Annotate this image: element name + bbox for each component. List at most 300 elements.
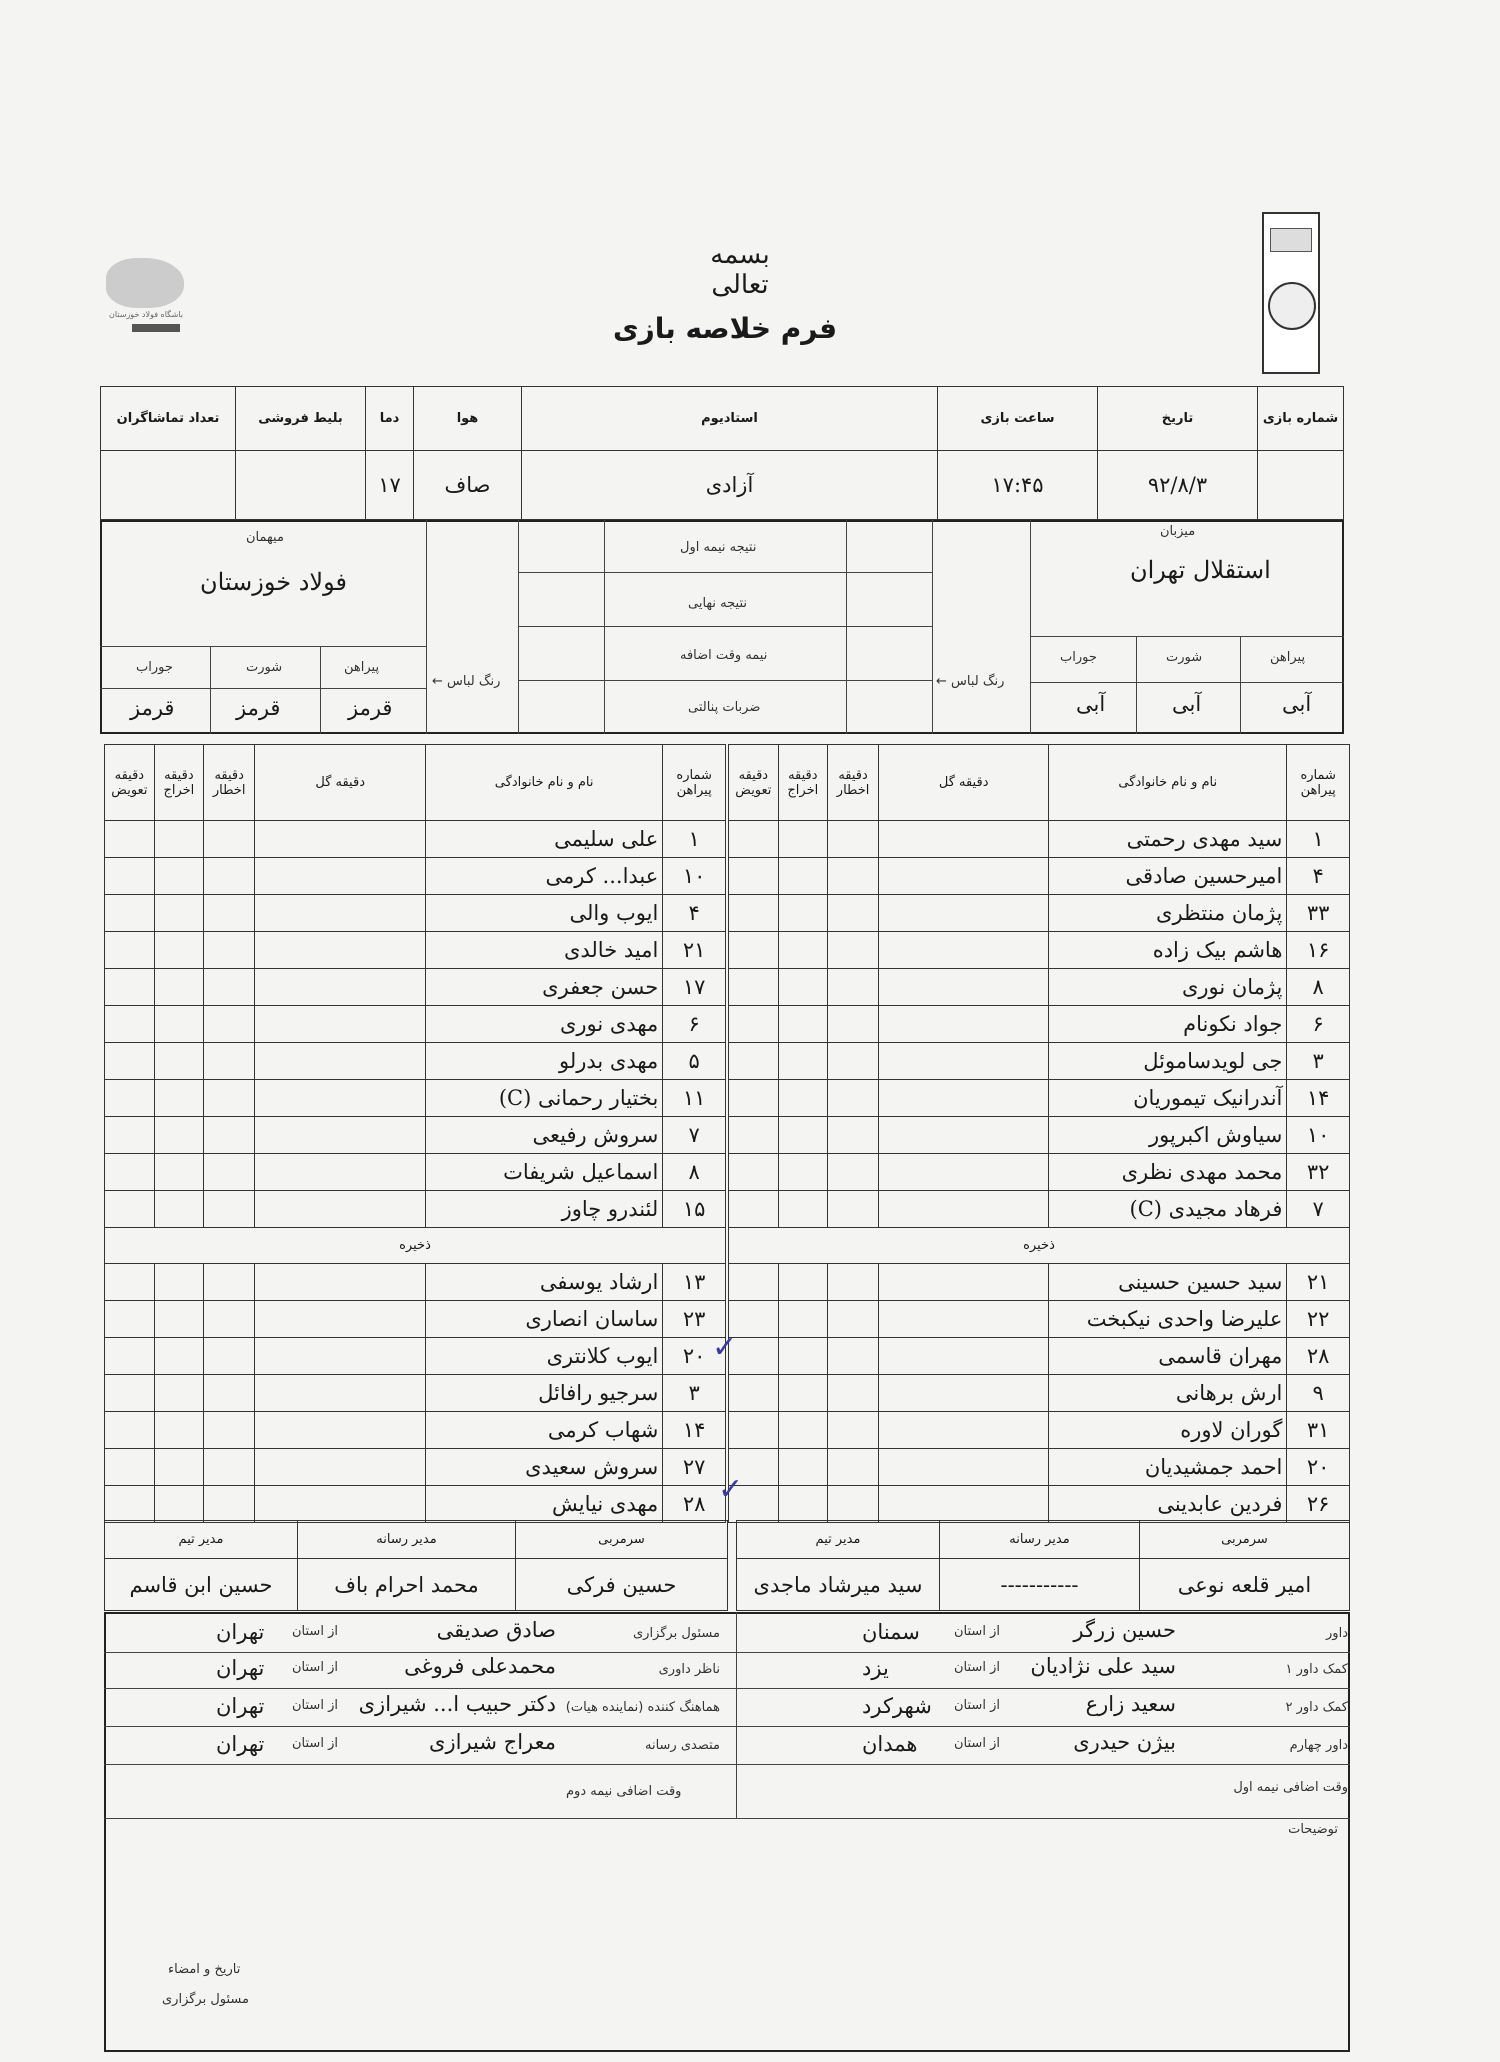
player-row bbox=[105, 932, 726, 969]
player-number: ۹ bbox=[1287, 1375, 1350, 1412]
player-row bbox=[729, 1006, 1350, 1043]
player-name: بختیار رحمانی (C) bbox=[426, 1080, 663, 1117]
warning-minute-cell bbox=[827, 1301, 878, 1338]
expulsion-minute-cell bbox=[778, 821, 827, 858]
warning-minute-cell bbox=[827, 1412, 878, 1449]
guest-kit-socks-label: جوراب bbox=[136, 660, 173, 675]
expulsion-minute-cell bbox=[154, 895, 203, 932]
goal-minute-cell bbox=[255, 1264, 426, 1301]
substitution-minute-cell bbox=[105, 1264, 155, 1301]
guest-label: میهمان bbox=[246, 530, 284, 545]
player-name: احمد جمشیدیان bbox=[1049, 1449, 1287, 1486]
goal-minute-cell bbox=[255, 895, 426, 932]
guest-kit-label: ← رنگ لباس bbox=[432, 674, 501, 689]
page-title: فرم خلاصه بازی bbox=[612, 312, 838, 345]
player-number: ۱ bbox=[663, 821, 726, 858]
official-province: تهران bbox=[216, 1694, 265, 1718]
player-number: ۲۶ bbox=[1287, 1486, 1350, 1523]
player-number: ۲۷ bbox=[663, 1449, 726, 1486]
warning-minute-cell bbox=[827, 1486, 878, 1523]
substitution-minute-cell bbox=[729, 1375, 779, 1412]
col-expulsion: دقیقه اخراج bbox=[778, 745, 827, 821]
substitution-minute-cell bbox=[729, 1117, 779, 1154]
player-name: محمد مهدی نظری bbox=[1049, 1154, 1287, 1191]
host-players-table bbox=[728, 744, 1350, 1523]
player-row bbox=[729, 1264, 1350, 1301]
warning-minute-cell bbox=[827, 858, 878, 895]
substitution-minute-cell bbox=[729, 1080, 779, 1117]
goal-minute-cell bbox=[255, 1191, 426, 1228]
player-number: ۱۴ bbox=[663, 1412, 726, 1449]
player-row bbox=[105, 858, 726, 895]
guest-team-manager-label: مدیر تیم bbox=[105, 1521, 298, 1559]
warning-minute-cell bbox=[827, 1375, 878, 1412]
warning-minute-cell bbox=[204, 858, 255, 895]
expulsion-minute-cell bbox=[778, 969, 827, 1006]
guest-head-coach-label: سرمربی bbox=[516, 1521, 728, 1559]
referee-role: کمک داور ۱ bbox=[1285, 1662, 1348, 1677]
expulsion-minute-cell bbox=[154, 1301, 203, 1338]
guest-players-table bbox=[104, 744, 726, 1523]
host-staff-table bbox=[736, 1520, 1350, 1611]
substitution-minute-cell bbox=[105, 969, 155, 1006]
host-head-coach: امیر قلعه نوعی bbox=[1140, 1559, 1350, 1611]
official-province: تهران bbox=[216, 1656, 265, 1680]
substitution-minute-cell bbox=[105, 895, 155, 932]
col-name: نام و نام خانوادگی bbox=[426, 745, 663, 821]
goal-minute-cell bbox=[879, 1338, 1049, 1375]
goal-minute-cell bbox=[255, 1154, 426, 1191]
warning-minute-cell bbox=[204, 932, 255, 969]
substitution-minute-cell bbox=[105, 1154, 155, 1191]
goal-minute-cell bbox=[255, 1043, 426, 1080]
player-row bbox=[729, 1375, 1350, 1412]
player-row bbox=[729, 1338, 1350, 1375]
player-name: مهدی نیایش bbox=[426, 1486, 663, 1523]
player-number: ۳۱ bbox=[1287, 1412, 1350, 1449]
player-row bbox=[729, 1449, 1350, 1486]
official-role: مسئول برگزاری bbox=[633, 1626, 720, 1641]
expulsion-minute-cell bbox=[778, 1449, 827, 1486]
col-expulsion: دقیقه اخراج bbox=[154, 745, 203, 821]
substitution-minute-cell bbox=[729, 1006, 779, 1043]
goal-minute-cell bbox=[255, 969, 426, 1006]
referee-name: سید علی نژادیان bbox=[1030, 1654, 1176, 1678]
official-role: متصدی رسانه bbox=[644, 1738, 720, 1753]
substitution-minute-cell bbox=[105, 821, 155, 858]
player-number: ۵ bbox=[663, 1043, 726, 1080]
official-name: معراج شیرازی bbox=[429, 1730, 556, 1754]
player-name: گوران لاوره bbox=[1049, 1412, 1287, 1449]
basmala: بسمه تعالی bbox=[710, 240, 770, 300]
guest-kit-shorts-label: شورت bbox=[246, 660, 283, 675]
player-name: مهران قاسمی bbox=[1049, 1338, 1287, 1375]
player-name: پژمان نوری bbox=[1049, 969, 1287, 1006]
warning-minute-cell bbox=[827, 1449, 878, 1486]
col-warning: دقیقه اخطار bbox=[204, 745, 255, 821]
expulsion-minute-cell bbox=[778, 1006, 827, 1043]
player-name: علیرضا واحدی نیکبخت bbox=[1049, 1301, 1287, 1338]
goal-minute-cell bbox=[879, 858, 1049, 895]
goal-minute-cell bbox=[255, 1117, 426, 1154]
player-number: ۱۶ bbox=[1287, 932, 1350, 969]
col-goal: دقیقه گل bbox=[879, 745, 1049, 821]
warning-minute-cell bbox=[827, 1264, 878, 1301]
warning-minute-cell bbox=[204, 1154, 255, 1191]
expulsion-minute-cell bbox=[154, 1006, 203, 1043]
time-value: ۱۷:۴۵ bbox=[938, 451, 1098, 520]
expulsion-minute-cell bbox=[778, 1264, 827, 1301]
expulsion-minute-cell bbox=[154, 1486, 203, 1523]
referee-province: همدان bbox=[862, 1732, 918, 1756]
player-row bbox=[105, 1117, 726, 1154]
player-name: حسن جعفری bbox=[426, 969, 663, 1006]
guest-staff-table bbox=[104, 1520, 728, 1611]
player-name: مهدی نوری bbox=[426, 1006, 663, 1043]
player-number: ۱۰ bbox=[663, 858, 726, 895]
guest-kit-shirt-label: پیراهن bbox=[344, 660, 380, 675]
label-temperature: دما bbox=[366, 387, 414, 451]
official-name: محمدعلی فروغی bbox=[404, 1654, 556, 1678]
expulsion-minute-cell bbox=[154, 932, 203, 969]
player-row bbox=[105, 1301, 726, 1338]
warning-minute-cell bbox=[204, 895, 255, 932]
player-name: آندرانیک تیموریان bbox=[1049, 1080, 1287, 1117]
player-row bbox=[729, 1154, 1350, 1191]
warning-minute-cell bbox=[204, 1412, 255, 1449]
warning-minute-cell bbox=[204, 969, 255, 1006]
club-logo: باشگاه فولاد خوزستان bbox=[102, 226, 188, 346]
player-row bbox=[729, 1191, 1350, 1228]
temperature-value: ۱۷ bbox=[366, 451, 414, 520]
substitution-minute-cell bbox=[729, 1154, 779, 1191]
expulsion-minute-cell bbox=[154, 1338, 203, 1375]
stadium-value: آزادی bbox=[522, 451, 938, 520]
result-extra-time-label: نیمه وقت اضافه bbox=[680, 648, 768, 663]
player-number: ۳۲ bbox=[1287, 1154, 1350, 1191]
host-kit-shorts-label: شورت bbox=[1166, 650, 1203, 665]
expulsion-minute-cell bbox=[154, 1191, 203, 1228]
player-name: سروش سعیدی bbox=[426, 1449, 663, 1486]
warning-minute-cell bbox=[204, 1301, 255, 1338]
label-time: ساعت بازی bbox=[938, 387, 1098, 451]
guest-kit-shirt: قرمز bbox=[348, 696, 393, 720]
warning-minute-cell bbox=[827, 821, 878, 858]
player-row bbox=[105, 1264, 726, 1301]
substitution-minute-cell bbox=[105, 1449, 155, 1486]
from-province-label: از استان bbox=[954, 1624, 1000, 1639]
expulsion-minute-cell bbox=[778, 932, 827, 969]
host-team-manager: سید میرشاد ماجدی bbox=[737, 1559, 940, 1611]
referee-province: یزد bbox=[862, 1656, 889, 1680]
reserves-label: ذخیره bbox=[729, 1228, 1350, 1264]
goal-minute-cell bbox=[879, 1264, 1049, 1301]
player-row bbox=[105, 1191, 726, 1228]
player-name: جی لویدساموئل bbox=[1049, 1043, 1287, 1080]
player-name: شهاب کرمی bbox=[426, 1412, 663, 1449]
expulsion-minute-cell bbox=[778, 1338, 827, 1375]
warning-minute-cell bbox=[204, 1375, 255, 1412]
substitution-minute-cell bbox=[729, 932, 779, 969]
goal-minute-cell bbox=[879, 1486, 1049, 1523]
expulsion-minute-cell bbox=[778, 1412, 827, 1449]
date-value: ۹۲/۸/۳ bbox=[1098, 451, 1258, 520]
match-info-table bbox=[100, 386, 1344, 520]
warning-minute-cell bbox=[204, 1264, 255, 1301]
player-number: ۲۱ bbox=[663, 932, 726, 969]
label-tickets: بلیط فروشی bbox=[236, 387, 366, 451]
player-number: ۱۰ bbox=[1287, 1117, 1350, 1154]
player-row bbox=[105, 1006, 726, 1043]
referee-name: حسین زرگر bbox=[1073, 1618, 1176, 1642]
col-substitution: دقیقه تعویض bbox=[729, 745, 779, 821]
player-name: اسماعیل شریفات bbox=[426, 1154, 663, 1191]
player-number: ۲۸ bbox=[663, 1486, 726, 1523]
host-media-manager-label: مدیر رسانه bbox=[940, 1521, 1140, 1559]
substitution-minute-cell bbox=[105, 858, 155, 895]
player-name: سرجیو رافائل bbox=[426, 1375, 663, 1412]
warning-minute-cell bbox=[204, 1043, 255, 1080]
player-row bbox=[729, 1412, 1350, 1449]
football-federation-logo bbox=[1262, 212, 1320, 374]
spectators-value bbox=[101, 451, 236, 520]
guest-kit-shorts: قرمز bbox=[236, 696, 281, 720]
substitution-minute-cell bbox=[729, 969, 779, 1006]
check-mark-icon: ✓ bbox=[718, 1472, 744, 1507]
host-kit-shorts: آبی bbox=[1172, 692, 1202, 716]
substitution-minute-cell bbox=[729, 1191, 779, 1228]
player-row bbox=[105, 1154, 726, 1191]
official-name: دکتر حبیب ا... شیرازی bbox=[358, 1692, 556, 1716]
substitution-minute-cell bbox=[105, 1043, 155, 1080]
label-weather: هوا bbox=[414, 387, 522, 451]
player-number: ۱۵ bbox=[663, 1191, 726, 1228]
from-province-label: از استان bbox=[954, 1736, 1000, 1751]
player-number: ۱۳ bbox=[663, 1264, 726, 1301]
guest-team-name: فولاد خوزستان bbox=[200, 568, 347, 596]
player-row bbox=[105, 1449, 726, 1486]
notes-label: توضیحات bbox=[1288, 1822, 1338, 1837]
player-row bbox=[729, 1117, 1350, 1154]
goal-minute-cell bbox=[255, 932, 426, 969]
warning-minute-cell bbox=[827, 1154, 878, 1191]
extra-time-second-label: وقت اضافی نیمه دوم bbox=[566, 1784, 682, 1799]
guest-team-manager: حسین ابن قاسم bbox=[105, 1559, 298, 1611]
goal-minute-cell bbox=[255, 821, 426, 858]
goal-minute-cell bbox=[879, 821, 1049, 858]
substitution-minute-cell bbox=[105, 1117, 155, 1154]
player-row bbox=[105, 1375, 726, 1412]
player-row bbox=[105, 895, 726, 932]
from-province-label: از استان bbox=[292, 1660, 338, 1675]
expulsion-minute-cell bbox=[154, 858, 203, 895]
expulsion-minute-cell bbox=[778, 1117, 827, 1154]
player-name: جواد نکونام bbox=[1049, 1006, 1287, 1043]
col-goal: دقیقه گل bbox=[255, 745, 426, 821]
label-spectators: تعداد تماشاگران bbox=[101, 387, 236, 451]
player-number: ۲۱ bbox=[1287, 1264, 1350, 1301]
player-row bbox=[105, 1080, 726, 1117]
host-kit-shirt: آبی bbox=[1282, 692, 1312, 716]
from-province-label: از استان bbox=[292, 1698, 338, 1713]
player-row bbox=[105, 1338, 726, 1375]
expulsion-minute-cell bbox=[154, 1264, 203, 1301]
player-row bbox=[729, 969, 1350, 1006]
player-name: سید مهدی رحمتی bbox=[1049, 821, 1287, 858]
warning-minute-cell bbox=[827, 1191, 878, 1228]
tickets-value bbox=[236, 451, 366, 520]
expulsion-minute-cell bbox=[778, 1486, 827, 1523]
expulsion-minute-cell bbox=[778, 1080, 827, 1117]
expulsion-minute-cell bbox=[778, 1375, 827, 1412]
official-role: ناظر داوری bbox=[658, 1662, 720, 1677]
from-province-label: از استان bbox=[292, 1624, 338, 1639]
guest-kit-socks: قرمز bbox=[130, 696, 175, 720]
substitution-minute-cell bbox=[105, 1006, 155, 1043]
football-icon bbox=[1268, 282, 1316, 330]
warning-minute-cell bbox=[204, 1006, 255, 1043]
warning-minute-cell bbox=[827, 895, 878, 932]
expulsion-minute-cell bbox=[154, 1412, 203, 1449]
warning-minute-cell bbox=[204, 1117, 255, 1154]
substitution-minute-cell bbox=[105, 1080, 155, 1117]
player-row bbox=[729, 858, 1350, 895]
match-number-value bbox=[1258, 451, 1344, 520]
referee-role: کمک داور ۲ bbox=[1285, 1700, 1348, 1715]
official-province: تهران bbox=[216, 1732, 265, 1756]
player-name: علی سلیمی bbox=[426, 821, 663, 858]
goal-minute-cell bbox=[255, 1449, 426, 1486]
goal-minute-cell bbox=[879, 1154, 1049, 1191]
officials-block bbox=[104, 1612, 1350, 2052]
goal-minute-cell bbox=[255, 1412, 426, 1449]
expulsion-minute-cell bbox=[154, 969, 203, 1006]
player-row bbox=[105, 1486, 726, 1523]
substitution-minute-cell bbox=[105, 1191, 155, 1228]
substitution-minute-cell bbox=[105, 1338, 155, 1375]
expulsion-minute-cell bbox=[154, 821, 203, 858]
player-name: امید خالدی bbox=[426, 932, 663, 969]
player-row bbox=[729, 821, 1350, 858]
player-number: ۱۷ bbox=[663, 969, 726, 1006]
from-province-label: از استان bbox=[292, 1736, 338, 1751]
goal-minute-cell bbox=[255, 1301, 426, 1338]
player-name: لئندرو چاوز bbox=[426, 1191, 663, 1228]
warning-minute-cell bbox=[827, 932, 878, 969]
player-number: ۸ bbox=[663, 1154, 726, 1191]
player-row bbox=[105, 821, 726, 858]
player-number: ۷ bbox=[663, 1117, 726, 1154]
expulsion-minute-cell bbox=[778, 1154, 827, 1191]
substitution-minute-cell bbox=[105, 1486, 155, 1523]
weather-value: صاف bbox=[414, 451, 522, 520]
goal-minute-cell bbox=[879, 1080, 1049, 1117]
expulsion-minute-cell bbox=[154, 1154, 203, 1191]
substitution-minute-cell bbox=[105, 932, 155, 969]
player-name: امیرحسین صادقی bbox=[1049, 858, 1287, 895]
player-number: ۸ bbox=[1287, 969, 1350, 1006]
substitution-minute-cell bbox=[729, 858, 779, 895]
player-number: ۲۰ bbox=[663, 1338, 726, 1375]
goal-minute-cell bbox=[255, 1080, 426, 1117]
referee-name: سعید زارع bbox=[1085, 1692, 1176, 1716]
player-number: ۲۳ bbox=[663, 1301, 726, 1338]
goal-minute-cell bbox=[255, 1486, 426, 1523]
col-name: نام و نام خانوادگی bbox=[1049, 745, 1287, 821]
goal-minute-cell bbox=[879, 969, 1049, 1006]
host-team-manager-label: مدیر تیم bbox=[737, 1521, 940, 1559]
warning-minute-cell bbox=[204, 1449, 255, 1486]
referee-province: شهرکرد bbox=[862, 1694, 932, 1718]
host-label: میزبان bbox=[1160, 524, 1196, 539]
player-number: ۲۸ bbox=[1287, 1338, 1350, 1375]
expulsion-minute-cell bbox=[154, 1449, 203, 1486]
goal-minute-cell bbox=[879, 1191, 1049, 1228]
player-name: سیاوش اکبرپور bbox=[1049, 1117, 1287, 1154]
player-number: ۱ bbox=[1287, 821, 1350, 858]
expulsion-minute-cell bbox=[778, 895, 827, 932]
warning-minute-cell bbox=[827, 1043, 878, 1080]
col-shirt: شماره پیراهن bbox=[1287, 745, 1350, 821]
player-name: ساسان انصاری bbox=[426, 1301, 663, 1338]
footer-date-signature: تاریخ و امضاء bbox=[168, 1962, 241, 1977]
check-mark-icon: ✓ bbox=[712, 1330, 738, 1365]
col-substitution: دقیقه تعویض bbox=[105, 745, 155, 821]
goal-minute-cell bbox=[879, 1043, 1049, 1080]
expulsion-minute-cell bbox=[778, 858, 827, 895]
player-name: پژمان منتظری bbox=[1049, 895, 1287, 932]
extra-time-first-label: وقت اضافی نیمه اول bbox=[1233, 1780, 1348, 1795]
goal-minute-cell bbox=[255, 1338, 426, 1375]
guest-media-manager-label: مدیر رسانه bbox=[298, 1521, 516, 1559]
player-row bbox=[105, 1412, 726, 1449]
host-team-name: استقلال تهران bbox=[1130, 556, 1271, 584]
flag-icon bbox=[1270, 228, 1312, 252]
substitution-minute-cell bbox=[729, 1043, 779, 1080]
player-number: ۴ bbox=[663, 895, 726, 932]
player-name: ایوب والی bbox=[426, 895, 663, 932]
goal-minute-cell bbox=[879, 1375, 1049, 1412]
from-province-label: از استان bbox=[954, 1698, 1000, 1713]
warning-minute-cell bbox=[827, 1006, 878, 1043]
host-kit-shirt-label: پیراهن bbox=[1270, 650, 1306, 665]
player-row bbox=[729, 1301, 1350, 1338]
player-name: فرهاد مجیدی (C) bbox=[1049, 1191, 1287, 1228]
substitution-minute-cell bbox=[105, 1412, 155, 1449]
official-name: صادق صدیقی bbox=[436, 1618, 556, 1642]
from-province-label: از استان bbox=[954, 1660, 1000, 1675]
goal-minute-cell bbox=[255, 858, 426, 895]
player-name: مهدی بدرلو bbox=[426, 1043, 663, 1080]
goal-minute-cell bbox=[879, 1006, 1049, 1043]
substitution-minute-cell bbox=[105, 1375, 155, 1412]
goal-minute-cell bbox=[879, 895, 1049, 932]
substitution-minute-cell bbox=[105, 1301, 155, 1338]
col-warning: دقیقه اخطار bbox=[827, 745, 878, 821]
label-stadium: استادیوم bbox=[522, 387, 938, 451]
player-name: عبدا... کرمی bbox=[426, 858, 663, 895]
official-role: هماهنگ کننده (نماینده هیات) bbox=[565, 1700, 720, 1715]
player-number: ۱۱ bbox=[663, 1080, 726, 1117]
result-first-half-label: نتیجه نیمه اول bbox=[680, 540, 757, 555]
player-number: ۴ bbox=[1287, 858, 1350, 895]
expulsion-minute-cell bbox=[154, 1080, 203, 1117]
player-name: فردین عابدینی bbox=[1049, 1486, 1287, 1523]
guest-media-manager: محمد احرام باف bbox=[298, 1559, 516, 1611]
player-number: ۳ bbox=[1287, 1043, 1350, 1080]
substitution-minute-cell bbox=[729, 895, 779, 932]
player-number: ۲۰ bbox=[1287, 1449, 1350, 1486]
